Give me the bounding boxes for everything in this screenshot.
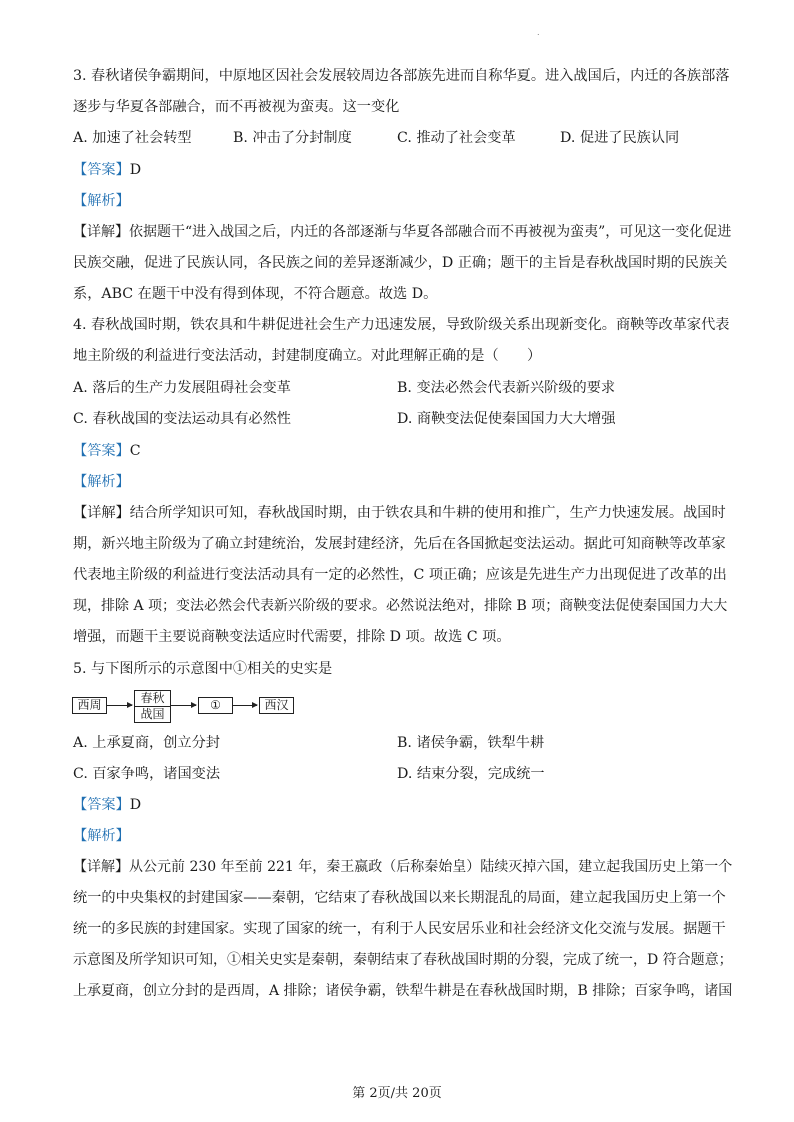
analysis-tag: 【解析】 — [73, 193, 130, 209]
answer-tag: 【答案】 — [73, 797, 130, 813]
q3-answer: D — [129, 162, 142, 178]
detail-tag: 【详解】 — [73, 224, 129, 240]
q4-stem-line-2: 地主阶级的利益进行变法活动，封建制度确立。对此理解正确的是（ ） — [73, 348, 542, 364]
q4-stem-line-1: 4. 春秋战国时期，铁农具和牛耕促进社会生产力迅速发展，导致阶级关系出现新变化。商鞅等改革家代表 — [73, 317, 730, 333]
q4-option-a: A. 落后的生产力发展阻碍社会变革 — [73, 380, 291, 396]
q5-option-d: D. 结束分裂，完成统一 — [397, 766, 545, 782]
q3-stem-line-2: 逐步与华夏各部融合，而不再被视为蛮夷。这一变化 — [73, 99, 400, 115]
detail-tag: 【详解】 — [73, 859, 129, 875]
q3-option-c: C. 推动了社会变革 — [397, 130, 516, 146]
q3-analysis-row — [73, 191, 733, 211]
q4-answer: C — [129, 443, 141, 459]
q3-detail-line-3: 系，ABC 在题干中没有得到体现，不符合题意。故选 D。 — [73, 286, 438, 302]
page-footer: 第 2页/共 20页 — [352, 1086, 442, 1101]
q4-option-d: D. 商鞅变法促使秦国国力大大增强 — [397, 411, 616, 427]
q5-detail-line-3: 统一的多民族的封建国家。实现了国家的统一，有利于人民安居乐业和社会经济文化交流与发展。据题干 — [73, 921, 726, 937]
diagram-box-chunqiu-zhanguo — [134, 690, 171, 723]
q5-option-c: C. 百家争鸣，诸国变法 — [73, 766, 221, 782]
diagram-arrow-3 — [233, 705, 257, 706]
q3-detail-text-1: 依据题干“进入战国之后，内迁的各部逐渐与华夏各部融合而不再被视为蛮夷”，可见这一变化促进 — [129, 224, 732, 240]
q5-stem: 5. 与下图所示的示意图中①相关的史实是 — [73, 661, 333, 677]
q4-analysis-row — [73, 472, 733, 492]
diagram-box-xihan: 西汉 — [259, 697, 294, 714]
q5-answer: D — [129, 797, 142, 813]
q3-option-b: B. 冲击了分封制度 — [233, 130, 352, 146]
diagram-box-circled-1: ① — [198, 697, 233, 714]
q5-timeline-diagram — [72, 690, 312, 724]
answer-tag: 【答案】 — [73, 162, 130, 178]
q5-detail-line-4: 示意图及所学知识可知，①相关史实是秦朝，秦朝结束了春秋战国时期的分裂，完成了统一，D 符合题意； — [73, 952, 733, 968]
q5-option-a: A. 上承夏商，创立分封 — [73, 735, 220, 751]
q5-detail-line-5: 上承夏商，创立分封的是西周，A 排除；诸侯争霸，铁犁牛耕是在春秋战国时期，B 排除；百家争鸣，诸国 — [73, 983, 733, 999]
q5-answer-row — [73, 795, 733, 815]
detail-tag: 【详解】 — [73, 505, 130, 521]
top-mark: . — [537, 28, 540, 37]
q5-detail-line-1 — [73, 857, 733, 877]
diagram-box-label-zhanguo: 战国 — [140, 707, 165, 721]
analysis-tag: 【解析】 — [73, 828, 130, 844]
q4-option-c: C. 春秋战国的变法运动具有必然性 — [73, 411, 291, 427]
q4-option-b: B. 变法必然会代表新兴阶级的要求 — [397, 380, 616, 396]
q4-detail-line-5: 增强，而题干主要说商鞅变法适应时代需要，排除 D 项。故选 C 项。 — [73, 629, 511, 645]
q4-answer-row — [73, 441, 733, 461]
q4-detail-line-3: 代表地主阶级的利益进行变法活动具有一定的必然性，C 项正确；应该是先进生产力出现促进了改革的出 — [73, 567, 727, 583]
q4-detail-text-1: 结合所学知识可知，春秋战国时期，由于铁农具和牛耕的使用和推广，生产力快速发展。战国时 — [129, 505, 726, 521]
q4-detail-line-1 — [73, 503, 733, 523]
q3-detail-line-2: 民族交融，促进了民族认同，各民族之间的差异逐渐减少，D 正确；题干的主旨是春秋战国时期的民族关 — [73, 255, 728, 271]
q3-option-a: A. 加速了社会转型 — [73, 130, 192, 146]
q3-detail-line-1 — [73, 222, 733, 242]
q4-detail-line-4: 现，排除 A 项；变法必然会代表新兴阶级的要求。必然说法绝对，排除 B 项；商鞅变法促使秦国国力大大 — [73, 598, 728, 614]
diagram-arrow-1 — [107, 705, 132, 706]
q3-stem-line-1: 3. 春秋诸侯争霸期间，中原地区因社会发展较周边各部族先进而自称华夏。进入战国后，内迁的各族部落 — [73, 68, 730, 84]
q3-option-d: D. 促进了民族认同 — [560, 130, 680, 146]
diagram-arrow-2 — [171, 705, 196, 706]
answer-tag: 【答案】 — [73, 443, 130, 459]
q5-detail-text-1: 从公元前 230 年至前 221 年，秦王嬴政（后称秦始皇）陆续灭掉六国，建立起我国历史上第一个 — [129, 859, 733, 875]
q5-option-b: B. 诸侯争霸，铁犁牛耕 — [397, 735, 545, 751]
q5-detail-line-2: 统一的中央集权的封建国家——秦朝，它结束了春秋战国以来长期混乱的局面，建立起我国历史上第一个 — [73, 890, 726, 906]
analysis-tag: 【解析】 — [73, 474, 130, 490]
diagram-box-xizhou: 西周 — [72, 697, 107, 714]
q4-detail-line-2: 期，新兴地主阶级为了确立封建统治，发展封建经济，先后在各国掀起变法运动。据此可知商鞅等改革家 — [73, 536, 726, 552]
q5-analysis-row — [73, 826, 733, 846]
diagram-box-label-chunqiu: 春秋 — [135, 691, 170, 707]
q3-answer-row — [73, 160, 733, 180]
